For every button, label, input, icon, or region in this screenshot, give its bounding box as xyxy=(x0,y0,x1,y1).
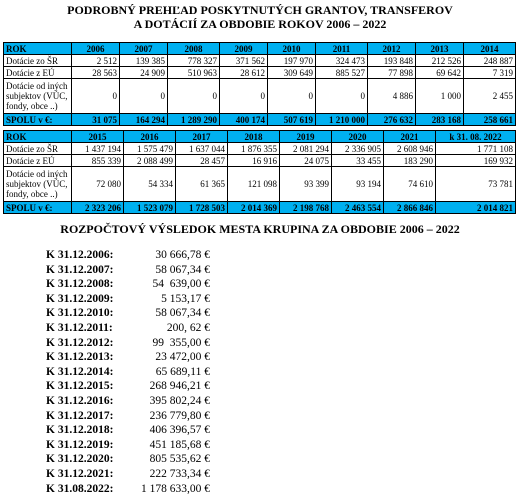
result-value: 54 639,00 € xyxy=(126,277,210,292)
table-cell: 2009 xyxy=(220,43,268,55)
row-label: Dotácie od iných subjektov (VÚC, fondy, obce ..) xyxy=(4,79,72,114)
table-cell: 24 909 xyxy=(120,67,168,79)
table-cell: 309 649 xyxy=(268,67,316,79)
table-row xyxy=(4,155,516,167)
result-value: 451 185,68 € xyxy=(126,438,210,453)
table-header-row xyxy=(4,131,516,143)
table-total-row xyxy=(4,114,516,126)
table-cell: 54 334 xyxy=(124,167,176,202)
row-label: Dotácie zo ŠR xyxy=(4,55,72,67)
table-cell: 2007 xyxy=(120,43,168,55)
table-cell: 507 619 xyxy=(268,114,316,126)
result-date: K 31.12.2016: xyxy=(46,394,126,409)
result-date: K 31.12.2017: xyxy=(46,409,126,424)
table-cell: 93 194 xyxy=(332,167,384,202)
table-cell: 2020 xyxy=(332,131,384,143)
table-cell: 0 xyxy=(268,79,316,114)
table-cell: 2 014 369 xyxy=(228,202,280,214)
result-row xyxy=(46,350,210,365)
result-row xyxy=(46,482,210,496)
table-cell: k 31. 08. 2022 xyxy=(436,131,516,143)
result-value: 23 472,00 € xyxy=(126,350,210,365)
result-date: K 31.12.2009: xyxy=(46,292,126,307)
table-cell: 2 455 xyxy=(464,79,516,114)
row-label: Dotácie zo ŠR xyxy=(4,143,72,155)
table-cell: 2019 xyxy=(280,131,332,143)
result-value: 805 535,62 € xyxy=(126,452,210,467)
result-date: K 31.12.2020: xyxy=(46,452,126,467)
table-cell: 2015 xyxy=(72,131,124,143)
result-date: K 31.12.2008: xyxy=(46,277,126,292)
result-row xyxy=(46,423,210,438)
table-cell: 164 294 xyxy=(120,114,168,126)
result-row xyxy=(46,321,210,336)
table-cell: 1 210 000 xyxy=(316,114,368,126)
table-cell: 72 080 xyxy=(72,167,124,202)
table-cell: 1 728 503 xyxy=(176,202,228,214)
table-cell: 1 876 355 xyxy=(228,143,280,155)
table-cell: 2012 xyxy=(368,43,416,55)
result-value: 200, 62 € xyxy=(126,321,210,336)
table-header-row xyxy=(4,43,516,55)
table-cell: 1 000 xyxy=(416,79,464,114)
table-cell: 183 290 xyxy=(384,155,436,167)
result-value: 65 689,11 € xyxy=(126,365,210,380)
result-date: K 31.12.2007: xyxy=(46,263,126,278)
table-cell: 77 898 xyxy=(368,67,416,79)
row-label: Dotácie z EÚ xyxy=(4,67,72,79)
result-row xyxy=(46,438,210,453)
result-row xyxy=(46,379,210,394)
table-cell: 2011 xyxy=(316,43,368,55)
row-label: ROK xyxy=(4,43,72,55)
table-cell: 510 963 xyxy=(168,67,220,79)
table-cell: 74 610 xyxy=(384,167,436,202)
table-cell: 2 323 206 xyxy=(72,202,124,214)
table-cell: 1 637 044 xyxy=(176,143,228,155)
table-cell: 0 xyxy=(120,79,168,114)
result-value: 236 779,80 € xyxy=(126,409,210,424)
result-value: 1 178 633,00 € xyxy=(126,482,210,496)
table-cell: 2008 xyxy=(168,43,220,55)
result-row xyxy=(46,394,210,409)
table-cell: 2 866 846 xyxy=(384,202,436,214)
result-date: K 31.12.2021: xyxy=(46,467,126,482)
result-value: 30 666,78 € xyxy=(126,248,210,263)
table-cell: 2 088 499 xyxy=(124,155,176,167)
table-cell: 778 327 xyxy=(168,55,220,67)
result-date: K 31.12.2012: xyxy=(46,336,126,351)
table-cell: 2017 xyxy=(176,131,228,143)
result-value: 5 153,17 € xyxy=(126,292,210,307)
result-row xyxy=(46,263,210,278)
table-cell: 2006 xyxy=(72,43,120,55)
result-date: K 31.12.2015: xyxy=(46,379,126,394)
result-value: 99 355,00 € xyxy=(126,336,210,351)
table-cell: 73 781 xyxy=(436,167,516,202)
table-row xyxy=(4,167,516,202)
table-cell: 1 575 479 xyxy=(124,143,176,155)
result-date: K 31.12.2018: xyxy=(46,423,126,438)
table-cell: 324 473 xyxy=(316,55,368,67)
table-cell: 121 098 xyxy=(228,167,280,202)
table-row xyxy=(4,67,516,79)
result-row xyxy=(46,452,210,467)
table-cell: 1 523 079 xyxy=(124,202,176,214)
table-row xyxy=(4,79,516,114)
table-cell: 69 642 xyxy=(416,67,464,79)
result-value: 268 946,21 € xyxy=(126,379,210,394)
table-cell: 7 319 xyxy=(464,67,516,79)
result-row xyxy=(46,277,210,292)
table-cell: 16 916 xyxy=(228,155,280,167)
table-cell: 61 365 xyxy=(176,167,228,202)
result-value: 58 067,34 € xyxy=(126,263,210,278)
result-date: K 31.12.2019: xyxy=(46,438,126,453)
grants-table-2015-2022 xyxy=(3,130,516,214)
table-cell: 258 661 xyxy=(464,114,516,126)
result-date: K 31.12.2014: xyxy=(46,365,126,380)
table-cell: 2016 xyxy=(124,131,176,143)
table-cell: 371 562 xyxy=(220,55,268,67)
table-cell: 2 463 554 xyxy=(332,202,384,214)
table-row xyxy=(4,55,516,67)
table-cell: 28 612 xyxy=(220,67,268,79)
result-date: K 31.12.2013: xyxy=(46,350,126,365)
table-cell: 93 399 xyxy=(280,167,332,202)
result-value: 222 733,34 € xyxy=(126,467,210,482)
table-cell: 2013 xyxy=(416,43,464,55)
table-total-row xyxy=(4,202,516,214)
result-row xyxy=(46,467,210,482)
budget-result-subtitle: ROZPOČTOVÝ VÝSLEDOK MESTA KRUPINA ZA OBDOBIE 2006 – 2022 xyxy=(0,222,520,236)
table-cell: 24 075 xyxy=(280,155,332,167)
table-cell: 0 xyxy=(168,79,220,114)
result-row xyxy=(46,292,210,307)
table-cell: 0 xyxy=(72,79,120,114)
table-cell: 28 563 xyxy=(72,67,120,79)
row-label: Dotácie od iných subjektov (VÚC, fondy, obce ..) xyxy=(4,167,72,202)
table-cell: 193 848 xyxy=(368,55,416,67)
table-cell: 28 457 xyxy=(176,155,228,167)
table-cell: 2 198 768 xyxy=(280,202,332,214)
table-cell: 2021 xyxy=(384,131,436,143)
table-cell: 2 336 905 xyxy=(332,143,384,155)
table-cell: 2018 xyxy=(228,131,280,143)
result-date: K 31.12.2011: xyxy=(46,321,126,336)
table-cell: 139 385 xyxy=(120,55,168,67)
result-row xyxy=(46,306,210,321)
table-cell: 2 014 821 xyxy=(436,202,516,214)
document-title-line-2: A DOTÁCIÍ ZA OBDOBIE ROKOV 2006 – 2022 xyxy=(0,17,520,31)
table-cell: 276 632 xyxy=(368,114,416,126)
document-title-line-1: PODROBNÝ PREHĽAD POSKYTNUTÝCH GRANTOV, TRANSFEROV xyxy=(0,3,520,17)
result-value: 406 396,57 € xyxy=(126,423,210,438)
table-cell: 283 168 xyxy=(416,114,464,126)
result-date: K 31.12.2010: xyxy=(46,306,126,321)
table-cell: 1 437 194 xyxy=(72,143,124,155)
table-cell: 1 771 108 xyxy=(436,143,516,155)
table-cell: 1 289 290 xyxy=(168,114,220,126)
result-row xyxy=(46,365,210,380)
table-cell: 2010 xyxy=(268,43,316,55)
row-label: Dotácie z EÚ xyxy=(4,155,72,167)
row-label: SPOLU v €: xyxy=(4,114,72,126)
row-label: SPOLU v €: xyxy=(4,202,72,214)
result-date: K 31.12.2006: xyxy=(46,248,126,263)
table-cell: 212 526 xyxy=(416,55,464,67)
result-value: 395 802,24 € xyxy=(126,394,210,409)
table-cell: 2014 xyxy=(464,43,516,55)
table-cell: 31 075 xyxy=(72,114,120,126)
table-cell: 2 608 946 xyxy=(384,143,436,155)
table-cell: 33 455 xyxy=(332,155,384,167)
table-cell: 248 887 xyxy=(464,55,516,67)
result-row xyxy=(46,248,210,263)
table-cell: 169 932 xyxy=(436,155,516,167)
table-cell: 885 527 xyxy=(316,67,368,79)
table-cell: 0 xyxy=(316,79,368,114)
table-cell: 197 970 xyxy=(268,55,316,67)
table-cell: 400 174 xyxy=(220,114,268,126)
table-row xyxy=(4,143,516,155)
result-row xyxy=(46,336,210,351)
table-cell: 2 512 xyxy=(72,55,120,67)
row-label: ROK xyxy=(4,131,72,143)
result-value: 58 067,34 € xyxy=(126,306,210,321)
budget-results-list xyxy=(46,248,210,496)
result-row xyxy=(46,409,210,424)
table-cell: 4 886 xyxy=(368,79,416,114)
result-date: K 31.08.2022: xyxy=(46,482,126,496)
grants-table-2006-2014 xyxy=(3,42,516,126)
table-cell: 2 081 294 xyxy=(280,143,332,155)
table-cell: 0 xyxy=(220,79,268,114)
table-cell: 855 339 xyxy=(72,155,124,167)
